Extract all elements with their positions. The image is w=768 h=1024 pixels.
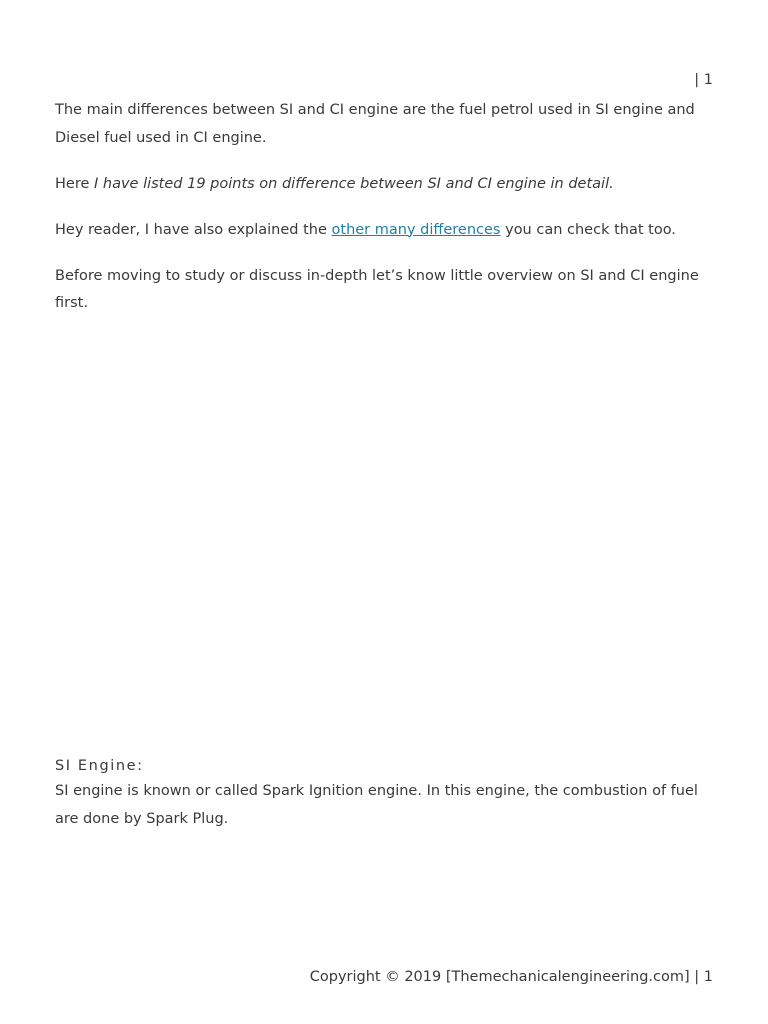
intro-paragraph-2 (55, 171, 720, 199)
si-engine-heading: SI Engine: (55, 758, 144, 774)
intro-paragraph-3-after: you can check that too. (500, 221, 676, 238)
intro-paragraph-3-before: Hey reader, I have also explained the (55, 221, 332, 238)
intro-paragraph-3 (55, 217, 720, 245)
intro-paragraph-4: Before moving to study or discuss in-depth let’s know little overview on SI and CI engine first. (55, 267, 699, 311)
copyright-footer: Copyright © 2019 [Themechanicalengineering.com] | 1 (309, 969, 713, 985)
si-engine-description: SI engine is known or called Spark Ignition engine. In this engine, the combustion of fuel are done by Spark Plug. (55, 783, 698, 827)
intro-paragraph-2-italic: I have listed 19 points on difference between SI and CI engine in detail. (94, 175, 614, 192)
other-differences-link[interactable]: other many differences (331, 221, 501, 238)
page-number-header: | 1 (694, 72, 713, 88)
si-engine-section (55, 754, 720, 833)
intro-content (55, 97, 720, 318)
intro-paragraph-1: The main differences between SI and CI engine are the fuel petrol used in SI engine and Diesel fuel used in CI engine. (55, 102, 695, 146)
intro-paragraph-2-prefix: Here (55, 175, 94, 192)
